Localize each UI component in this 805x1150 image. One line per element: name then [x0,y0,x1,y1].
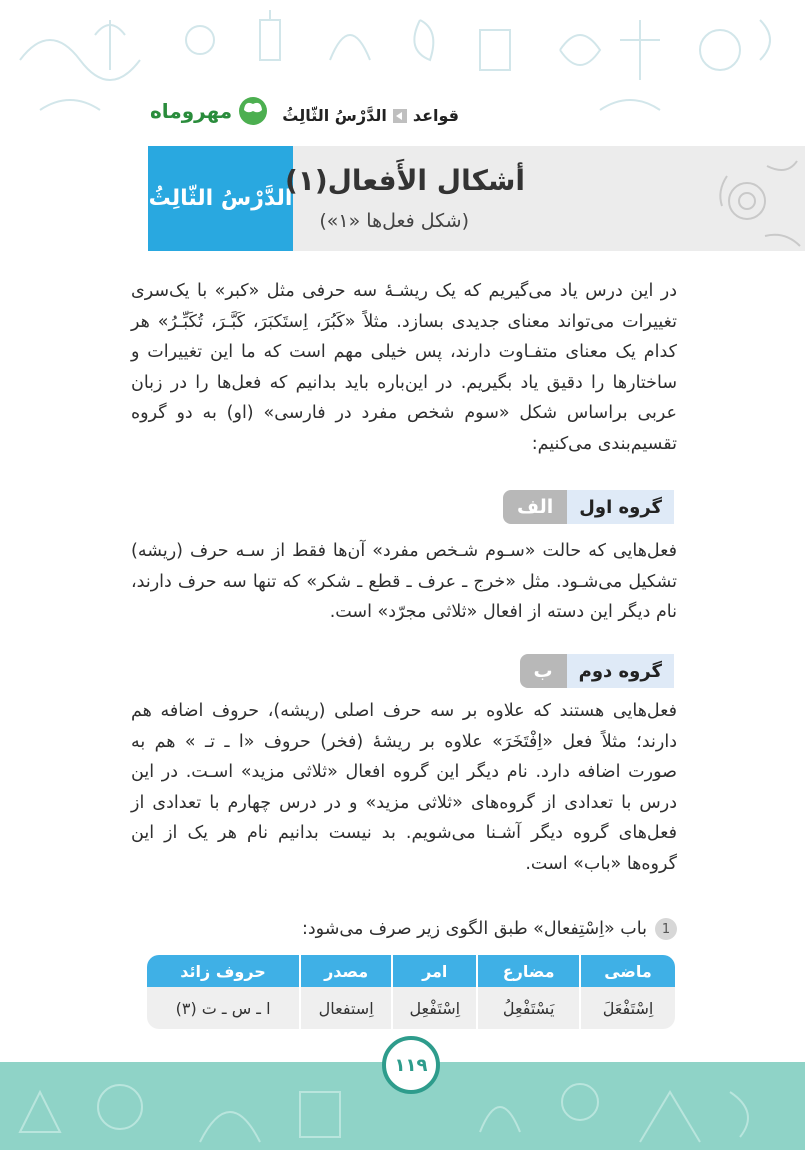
table-cell: اِسْتَفْعِل [391,987,476,1029]
breadcrumb-lesson: الدَّرْسُ الثّالِثُ [282,106,387,125]
group-1-paragraph: فعل‌هایی که حالت «سـوم شـخص مفرد» آن‌ها فقط از سـه حرف (ریشه) تشکیل می‌شـود. مثل «خرج ـ عرف ـ قطع ـ شکر» که تنها سه حرف دارند، نام دیگر این دسته از افعال «ثلاثی مجرّد» است. [131,541,677,622]
item-number-badge: 1 [655,918,677,940]
table-cell: ا ـ س ـ ت (۳) [147,987,299,1029]
page-number: ۱۱۹ [382,1036,440,1094]
group-2-letter: ب [520,654,567,688]
lesson-title-box [148,146,805,251]
group-1-title: گروه اول [567,490,674,524]
breadcrumb [282,106,459,125]
floral-ornament-icon [707,146,805,251]
group-1-label [503,490,674,524]
group-2-title: گروه دوم [567,654,674,688]
table-cell: اِستفعال [299,987,391,1029]
brand-name: مهروماه [150,99,233,123]
page-header [150,96,785,140]
table-header-cell: مضارع [476,955,579,987]
intro-paragraph: در این درس یاد می‌گیریم که یک ریشـهٔ سه حرفی مثل «کبر» با یک‌سری تغییرات می‌تواند معنای جدیدی بسازد. مثلاً «کَبُرَ، اِستَکبَرَ، کَبَّـرَ، تُکَبِّـرُ» هر کدام یک معنای متفـاوت دارند، پس خیلی مهم است که ما این تغییرات و ساختارها را دقیق یاد بگیریم. در این‌باره باید بدانیم که فعل‌ها را در زبان عربی براساس شکل «سوم شخص مفرد در فارسی» (او) به دو گروه تقسیم‌بندی می‌کنیم: [131,281,677,454]
group-1-letter: الف [503,490,567,524]
table-cell: یَسْتَفْعِلُ [476,987,579,1029]
table-row [147,987,675,1029]
group-2-paragraph: فعل‌هایی هستند که علاوه بر سه حرف اصلی (ریشه)، حروف اضافه هم دارند؛ مثلاً فعل «اِفْتَخَرَ» علاوه بر ریشهٔ (فخر) حروف «ا ـ تـ » هم به صورت اضافه دارد. نام دیگر این گروه افعال «ثلاثی مزید» اسـت. در این درس با تعدادی از گروه‌های «ثلاثی مزید» و در درس چهارم با تعدادی از فعل‌های گروه دیگر آشـنا می‌شویم. بد نیست بدانیم نام هر یک از این گروه‌ها «باب» است. [131,701,677,874]
butterfly-logo-icon [238,96,268,126]
page-title: أشكال الأَفعال(١) [284,164,525,197]
table-header-cell: امر [391,955,476,987]
table-header-cell: مصدر [299,955,391,987]
table-cell: اِسْتَفْعَلَ [579,987,675,1029]
table-header-cell: ماضی [579,955,675,987]
group-2-label [520,654,674,688]
item-text: باب «اِسْتِفعال» طبق الگوی زیر صرف می‌شود: [301,919,647,939]
breadcrumb-section: قواعد [412,106,459,125]
table-header-cell: حروف زائد [147,955,299,987]
conjugation-table [147,955,675,1029]
numbered-item-1 [302,918,677,940]
table-header-row [147,955,675,987]
lesson-tab: الدَّرْسُ الثّالِثُ [148,146,293,251]
page-subtitle: (شکل فعل‌ها «۱») [319,210,469,232]
breadcrumb-arrow-icon [393,109,407,123]
brand-logo [150,96,268,126]
